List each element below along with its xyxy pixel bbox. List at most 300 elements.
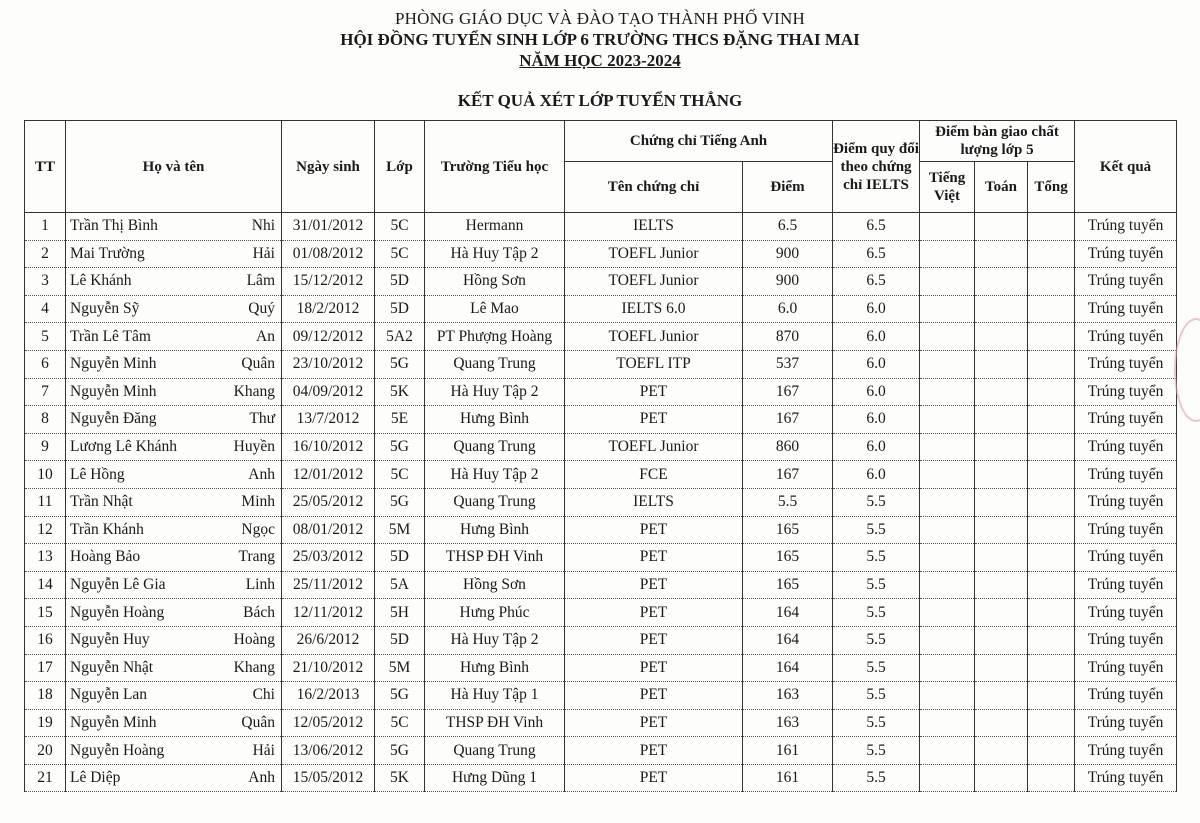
cell-school: Hermann xyxy=(425,213,565,241)
document-header xyxy=(0,8,1200,71)
cell-dob: 15/12/2012 xyxy=(282,268,375,296)
table-row xyxy=(25,406,1177,434)
table-row xyxy=(25,544,1177,572)
student-last-middle-name: Nguyễn Sỹ xyxy=(70,300,140,318)
cell-class: 5G xyxy=(375,350,425,378)
cell-school: THSP ĐH Vinh xyxy=(425,709,565,737)
cell-school: Hà Huy Tập 1 xyxy=(425,682,565,710)
cell-math xyxy=(975,213,1028,241)
cell-name xyxy=(66,737,282,765)
table-row xyxy=(25,378,1177,406)
cell-total xyxy=(1028,295,1075,323)
cell-dob: 04/09/2012 xyxy=(282,378,375,406)
student-first-name: Hoàng xyxy=(233,631,275,649)
col-result: Kết quả xyxy=(1075,121,1177,213)
cell-result: Trúng tuyển xyxy=(1075,516,1177,544)
cell-cert-name: TOEFL Junior xyxy=(565,433,743,461)
cell-viet xyxy=(920,516,975,544)
cell-class: 5D xyxy=(375,626,425,654)
cell-result: Trúng tuyển xyxy=(1075,323,1177,351)
student-last-middle-name: Nguyễn Đăng xyxy=(70,410,157,428)
cell-cert-name: TOEFL Junior xyxy=(565,268,743,296)
cell-ielts-conv: 6.0 xyxy=(833,433,920,461)
table-row xyxy=(25,461,1177,489)
cell-viet xyxy=(920,268,975,296)
cell-tt: 20 xyxy=(25,737,66,765)
cell-cert-score: 165 xyxy=(743,516,833,544)
col-viet: Tiếng Việt xyxy=(920,162,975,213)
student-first-name: Khang xyxy=(233,382,275,400)
cell-school: Hồng Sơn xyxy=(425,571,565,599)
cell-cert-name: PET xyxy=(565,654,743,682)
cell-tt: 1 xyxy=(25,213,66,241)
cell-school: THSP ĐH Vinh xyxy=(425,544,565,572)
cell-cert-name: PET xyxy=(565,737,743,765)
cell-total xyxy=(1028,571,1075,599)
student-first-name: Quân xyxy=(241,713,275,731)
cell-cert-name: PET xyxy=(565,406,743,434)
cell-tt: 15 xyxy=(25,599,66,627)
cell-math xyxy=(975,295,1028,323)
cell-result: Trúng tuyển xyxy=(1075,488,1177,516)
cell-cert-score: 164 xyxy=(743,599,833,627)
cell-school: Quang Trung xyxy=(425,350,565,378)
table-row xyxy=(25,654,1177,682)
student-first-name: Anh xyxy=(248,769,275,787)
cell-result: Trúng tuyển xyxy=(1075,571,1177,599)
cell-name xyxy=(66,323,282,351)
cell-total xyxy=(1028,626,1075,654)
cell-total xyxy=(1028,350,1075,378)
cell-ielts-conv: 6.0 xyxy=(833,323,920,351)
student-first-name: Huyền xyxy=(233,438,275,456)
cell-viet xyxy=(920,599,975,627)
cell-math xyxy=(975,406,1028,434)
cell-result: Trúng tuyển xyxy=(1075,433,1177,461)
student-first-name: Anh xyxy=(248,465,275,483)
student-first-name: Quân xyxy=(241,355,275,373)
table-row xyxy=(25,323,1177,351)
cell-dob: 23/10/2012 xyxy=(282,350,375,378)
col-total: Tổng xyxy=(1028,162,1075,213)
table-row xyxy=(25,240,1177,268)
student-first-name: Thư xyxy=(249,410,275,428)
cell-math xyxy=(975,268,1028,296)
cell-dob: 25/11/2012 xyxy=(282,571,375,599)
cell-total xyxy=(1028,461,1075,489)
cell-name xyxy=(66,626,282,654)
cell-cert-name: PET xyxy=(565,516,743,544)
cell-cert-name: PET xyxy=(565,378,743,406)
cell-class: 5M xyxy=(375,516,425,544)
student-last-middle-name: Mai Trường xyxy=(70,244,145,262)
cell-ielts-conv: 5.5 xyxy=(833,599,920,627)
cell-dob: 16/10/2012 xyxy=(282,433,375,461)
cell-viet xyxy=(920,323,975,351)
cell-dob: 26/6/2012 xyxy=(282,626,375,654)
cell-name xyxy=(66,571,282,599)
cell-total xyxy=(1028,488,1075,516)
cell-dob: 13/7/2012 xyxy=(282,406,375,434)
table-row xyxy=(25,571,1177,599)
cell-viet xyxy=(920,406,975,434)
student-last-middle-name: Lê Hồng xyxy=(70,465,125,483)
cell-math xyxy=(975,654,1028,682)
cell-viet xyxy=(920,295,975,323)
cell-math xyxy=(975,378,1028,406)
cell-class: 5D xyxy=(375,295,425,323)
cell-ielts-conv: 5.5 xyxy=(833,544,920,572)
student-last-middle-name: Nguyễn Minh xyxy=(70,713,157,731)
cell-tt: 6 xyxy=(25,350,66,378)
cell-math xyxy=(975,488,1028,516)
cell-dob: 01/08/2012 xyxy=(282,240,375,268)
cell-cert-name: PET xyxy=(565,764,743,792)
table-row xyxy=(25,737,1177,765)
student-last-middle-name: Nguyễn Minh xyxy=(70,355,157,373)
cell-cert-name: TOEFL Junior xyxy=(565,240,743,268)
cell-ielts-conv: 6.0 xyxy=(833,461,920,489)
cell-tt: 19 xyxy=(25,709,66,737)
cell-tt: 18 xyxy=(25,682,66,710)
cell-class: 5G xyxy=(375,682,425,710)
cell-school: Hưng Phúc xyxy=(425,599,565,627)
document-title: KẾT QUẢ XÉT LỚP TUYỂN THẲNG xyxy=(457,91,743,110)
cell-total xyxy=(1028,406,1075,434)
cell-ielts-conv: 5.5 xyxy=(833,682,920,710)
cell-viet xyxy=(920,626,975,654)
table-row xyxy=(25,709,1177,737)
col-dob: Ngày sinh xyxy=(282,121,375,213)
cell-class: 5M xyxy=(375,654,425,682)
student-first-name: Khang xyxy=(233,658,275,676)
cell-ielts-conv: 5.5 xyxy=(833,654,920,682)
cell-cert-name: TOEFL Junior xyxy=(565,323,743,351)
cell-cert-score: 164 xyxy=(743,654,833,682)
table-row xyxy=(25,764,1177,792)
cell-cert-score: 5.5 xyxy=(743,488,833,516)
cell-viet xyxy=(920,654,975,682)
cell-ielts-conv: 5.5 xyxy=(833,626,920,654)
student-first-name: Nhi xyxy=(251,217,275,235)
cell-result: Trúng tuyển xyxy=(1075,378,1177,406)
table-row xyxy=(25,488,1177,516)
cell-cert-score: 167 xyxy=(743,406,833,434)
cell-cert-name: PET xyxy=(565,626,743,654)
cell-math xyxy=(975,626,1028,654)
cell-cert-score: 900 xyxy=(743,240,833,268)
cell-total xyxy=(1028,764,1075,792)
cell-school: PT Phượng Hoàng xyxy=(425,323,565,351)
cell-result: Trúng tuyển xyxy=(1075,240,1177,268)
cell-dob: 09/12/2012 xyxy=(282,323,375,351)
cell-ielts-conv: 5.5 xyxy=(833,571,920,599)
cell-result: Trúng tuyển xyxy=(1075,461,1177,489)
cell-class: 5C xyxy=(375,213,425,241)
cell-school: Hà Huy Tập 2 xyxy=(425,240,565,268)
cell-class: 5G xyxy=(375,488,425,516)
cell-name xyxy=(66,516,282,544)
table-row xyxy=(25,626,1177,654)
table-row xyxy=(25,350,1177,378)
cell-school: Hưng Bình xyxy=(425,406,565,434)
cell-class: 5A xyxy=(375,571,425,599)
student-last-middle-name: Nguyễn Lê Gia xyxy=(70,576,166,594)
cell-cert-score: 161 xyxy=(743,737,833,765)
col-cert-name: Tên chứng chỉ xyxy=(565,162,743,213)
cell-viet xyxy=(920,764,975,792)
cell-ielts-conv: 6.0 xyxy=(833,295,920,323)
cell-name xyxy=(66,406,282,434)
cell-tt: 2 xyxy=(25,240,66,268)
cell-math xyxy=(975,350,1028,378)
table-row xyxy=(25,295,1177,323)
cell-cert-score: 165 xyxy=(743,571,833,599)
student-last-middle-name: Nguyễn Huy xyxy=(70,631,150,649)
cell-total xyxy=(1028,737,1075,765)
cell-total xyxy=(1028,654,1075,682)
cell-total xyxy=(1028,599,1075,627)
col-cert-group: Chứng chỉ Tiếng Anh xyxy=(565,121,833,162)
cell-dob: 12/05/2012 xyxy=(282,709,375,737)
cell-cert-name: IELTS xyxy=(565,213,743,241)
cell-tt: 11 xyxy=(25,488,66,516)
cell-total xyxy=(1028,433,1075,461)
cell-tt: 5 xyxy=(25,323,66,351)
student-last-middle-name: Nguyễn Minh xyxy=(70,382,157,400)
cell-ielts-conv: 6.5 xyxy=(833,240,920,268)
cell-class: 5G xyxy=(375,737,425,765)
col-name: Họ và tên xyxy=(66,121,282,213)
student-first-name: Ngọc xyxy=(241,520,275,538)
cell-cert-name: PET xyxy=(565,544,743,572)
cell-viet xyxy=(920,737,975,765)
cell-school: Hồng Sơn xyxy=(425,268,565,296)
cell-ielts-conv: 5.5 xyxy=(833,516,920,544)
cell-cert-name: PET xyxy=(565,682,743,710)
cell-total xyxy=(1028,544,1075,572)
cell-cert-score: 167 xyxy=(743,378,833,406)
cell-class: 5G xyxy=(375,433,425,461)
cell-class: 5D xyxy=(375,268,425,296)
cell-tt: 16 xyxy=(25,626,66,654)
cell-math xyxy=(975,544,1028,572)
student-last-middle-name: Trần Thị Bình xyxy=(70,217,158,235)
cell-school: Quang Trung xyxy=(425,488,565,516)
cell-cert-score: 6.5 xyxy=(743,213,833,241)
cell-name xyxy=(66,240,282,268)
cell-tt: 4 xyxy=(25,295,66,323)
cell-class: 5H xyxy=(375,599,425,627)
cell-dob: 18/2/2012 xyxy=(282,295,375,323)
cell-dob: 31/01/2012 xyxy=(282,213,375,241)
cell-math xyxy=(975,461,1028,489)
cell-cert-name: IELTS 6.0 xyxy=(565,295,743,323)
cell-math xyxy=(975,240,1028,268)
cell-tt: 3 xyxy=(25,268,66,296)
cell-school: Hà Huy Tập 2 xyxy=(425,626,565,654)
cell-class: 5C xyxy=(375,461,425,489)
cell-dob: 25/03/2012 xyxy=(282,544,375,572)
cell-total xyxy=(1028,323,1075,351)
student-first-name: An xyxy=(256,327,275,345)
cell-cert-name: PET xyxy=(565,599,743,627)
student-first-name: Hải xyxy=(252,741,275,759)
cell-school: Lê Mao xyxy=(425,295,565,323)
cell-ielts-conv: 6.5 xyxy=(833,213,920,241)
cell-result: Trúng tuyển xyxy=(1075,682,1177,710)
cell-math xyxy=(975,516,1028,544)
cell-class: 5C xyxy=(375,240,425,268)
cell-name xyxy=(66,295,282,323)
cell-name xyxy=(66,433,282,461)
cell-ielts-conv: 6.0 xyxy=(833,406,920,434)
cell-tt: 21 xyxy=(25,764,66,792)
cell-math xyxy=(975,571,1028,599)
cell-dob: 12/11/2012 xyxy=(282,599,375,627)
student-last-middle-name: Nguyễn Hoàng xyxy=(70,603,165,621)
cell-class: 5K xyxy=(375,378,425,406)
col-handover-group: Điểm bàn giao chất lượng lớp 5 xyxy=(920,121,1075,162)
cell-viet xyxy=(920,571,975,599)
cell-viet xyxy=(920,240,975,268)
table-row xyxy=(25,599,1177,627)
student-last-middle-name: Trần Khánh xyxy=(70,520,144,538)
student-last-middle-name: Trần Nhật xyxy=(70,493,133,511)
cell-result: Trúng tuyển xyxy=(1075,350,1177,378)
cell-total xyxy=(1028,709,1075,737)
cell-ielts-conv: 5.5 xyxy=(833,764,920,792)
cell-dob: 15/05/2012 xyxy=(282,764,375,792)
cell-tt: 7 xyxy=(25,378,66,406)
cell-cert-score: 161 xyxy=(743,764,833,792)
cell-cert-name: PET xyxy=(565,571,743,599)
cell-cert-score: 164 xyxy=(743,626,833,654)
student-first-name: Trang xyxy=(238,548,275,566)
cell-cert-name: IELTS xyxy=(565,488,743,516)
cell-school: Hưng Dũng 1 xyxy=(425,764,565,792)
cell-math xyxy=(975,433,1028,461)
cell-cert-score: 860 xyxy=(743,433,833,461)
cell-ielts-conv: 5.5 xyxy=(833,709,920,737)
cell-cert-name: FCE xyxy=(565,461,743,489)
cell-cert-score: 165 xyxy=(743,544,833,572)
student-first-name: Linh xyxy=(245,576,275,594)
cell-viet xyxy=(920,709,975,737)
cell-math xyxy=(975,764,1028,792)
cell-cert-score: 870 xyxy=(743,323,833,351)
cell-school: Hưng Bình xyxy=(425,516,565,544)
council-name: HỘI ĐỒNG TUYỂN SINH LỚP 6 TRƯỜNG THCS ĐẶNG THAI MAI xyxy=(340,30,860,49)
department-name: PHÒNG GIÁO DỤC VÀ ĐÀO TẠO THÀNH PHỐ VINH xyxy=(394,9,806,28)
student-first-name: Quý xyxy=(248,300,275,318)
cell-result: Trúng tuyển xyxy=(1075,268,1177,296)
table-row xyxy=(25,516,1177,544)
table-row xyxy=(25,213,1177,241)
cell-cert-name: TOEFL ITP xyxy=(565,350,743,378)
cell-class: 5K xyxy=(375,764,425,792)
cell-viet xyxy=(920,488,975,516)
cell-result: Trúng tuyển xyxy=(1075,544,1177,572)
cell-math xyxy=(975,599,1028,627)
cell-math xyxy=(975,323,1028,351)
stamp-edge-mark xyxy=(1174,318,1200,422)
cell-math xyxy=(975,709,1028,737)
col-tt: TT xyxy=(25,121,66,213)
cell-ielts-conv: 5.5 xyxy=(833,737,920,765)
cell-name xyxy=(66,709,282,737)
cell-result: Trúng tuyển xyxy=(1075,406,1177,434)
cell-tt: 13 xyxy=(25,544,66,572)
cell-name xyxy=(66,378,282,406)
cell-dob: 12/01/2012 xyxy=(282,461,375,489)
cell-tt: 10 xyxy=(25,461,66,489)
cell-viet xyxy=(920,461,975,489)
cell-cert-score: 163 xyxy=(743,709,833,737)
cell-dob: 16/2/2013 xyxy=(282,682,375,710)
cell-result: Trúng tuyển xyxy=(1075,709,1177,737)
cell-dob: 21/10/2012 xyxy=(282,654,375,682)
cell-school: Hưng Bình xyxy=(425,654,565,682)
cell-cert-score: 6.0 xyxy=(743,295,833,323)
student-first-name: Lâm xyxy=(246,272,275,290)
table-row xyxy=(25,268,1177,296)
cell-dob: 13/06/2012 xyxy=(282,737,375,765)
cell-name xyxy=(66,350,282,378)
student-last-middle-name: Hoàng Bảo xyxy=(70,548,141,566)
cell-name xyxy=(66,268,282,296)
cell-dob: 25/05/2012 xyxy=(282,488,375,516)
table-row xyxy=(25,433,1177,461)
table-row xyxy=(25,682,1177,710)
col-cert-score: Điểm xyxy=(743,162,833,213)
cell-result: Trúng tuyển xyxy=(1075,764,1177,792)
results-table xyxy=(24,120,1177,792)
cell-viet xyxy=(920,213,975,241)
col-school: Trường Tiểu học xyxy=(425,121,565,213)
student-first-name: Hải xyxy=(252,244,275,262)
cell-school: Hà Huy Tập 2 xyxy=(425,378,565,406)
cell-name xyxy=(66,682,282,710)
student-last-middle-name: Nguyễn Lan xyxy=(70,686,148,704)
cell-ielts-conv: 6.0 xyxy=(833,350,920,378)
student-last-middle-name: Lương Lê Khánh xyxy=(70,438,177,456)
col-math: Toán xyxy=(975,162,1028,213)
cell-total xyxy=(1028,268,1075,296)
cell-school: Hà Huy Tập 2 xyxy=(425,461,565,489)
col-class: Lớp xyxy=(375,121,425,213)
student-last-middle-name: Lê Khánh xyxy=(70,272,132,290)
cell-total xyxy=(1028,682,1075,710)
cell-tt: 9 xyxy=(25,433,66,461)
cell-name xyxy=(66,654,282,682)
cell-class: 5A2 xyxy=(375,323,425,351)
cell-math xyxy=(975,682,1028,710)
cell-viet xyxy=(920,433,975,461)
cell-ielts-conv: 6.5 xyxy=(833,268,920,296)
cell-viet xyxy=(920,544,975,572)
student-first-name: Minh xyxy=(241,493,275,511)
cell-school: Quang Trung xyxy=(425,737,565,765)
cell-total xyxy=(1028,516,1075,544)
cell-result: Trúng tuyển xyxy=(1075,295,1177,323)
col-ielts-conv: Điểm quy đổi theo chứng chỉ IELTS xyxy=(833,121,920,213)
cell-viet xyxy=(920,378,975,406)
cell-school: Quang Trung xyxy=(425,433,565,461)
cell-name xyxy=(66,488,282,516)
cell-result: Trúng tuyển xyxy=(1075,626,1177,654)
cell-name xyxy=(66,599,282,627)
